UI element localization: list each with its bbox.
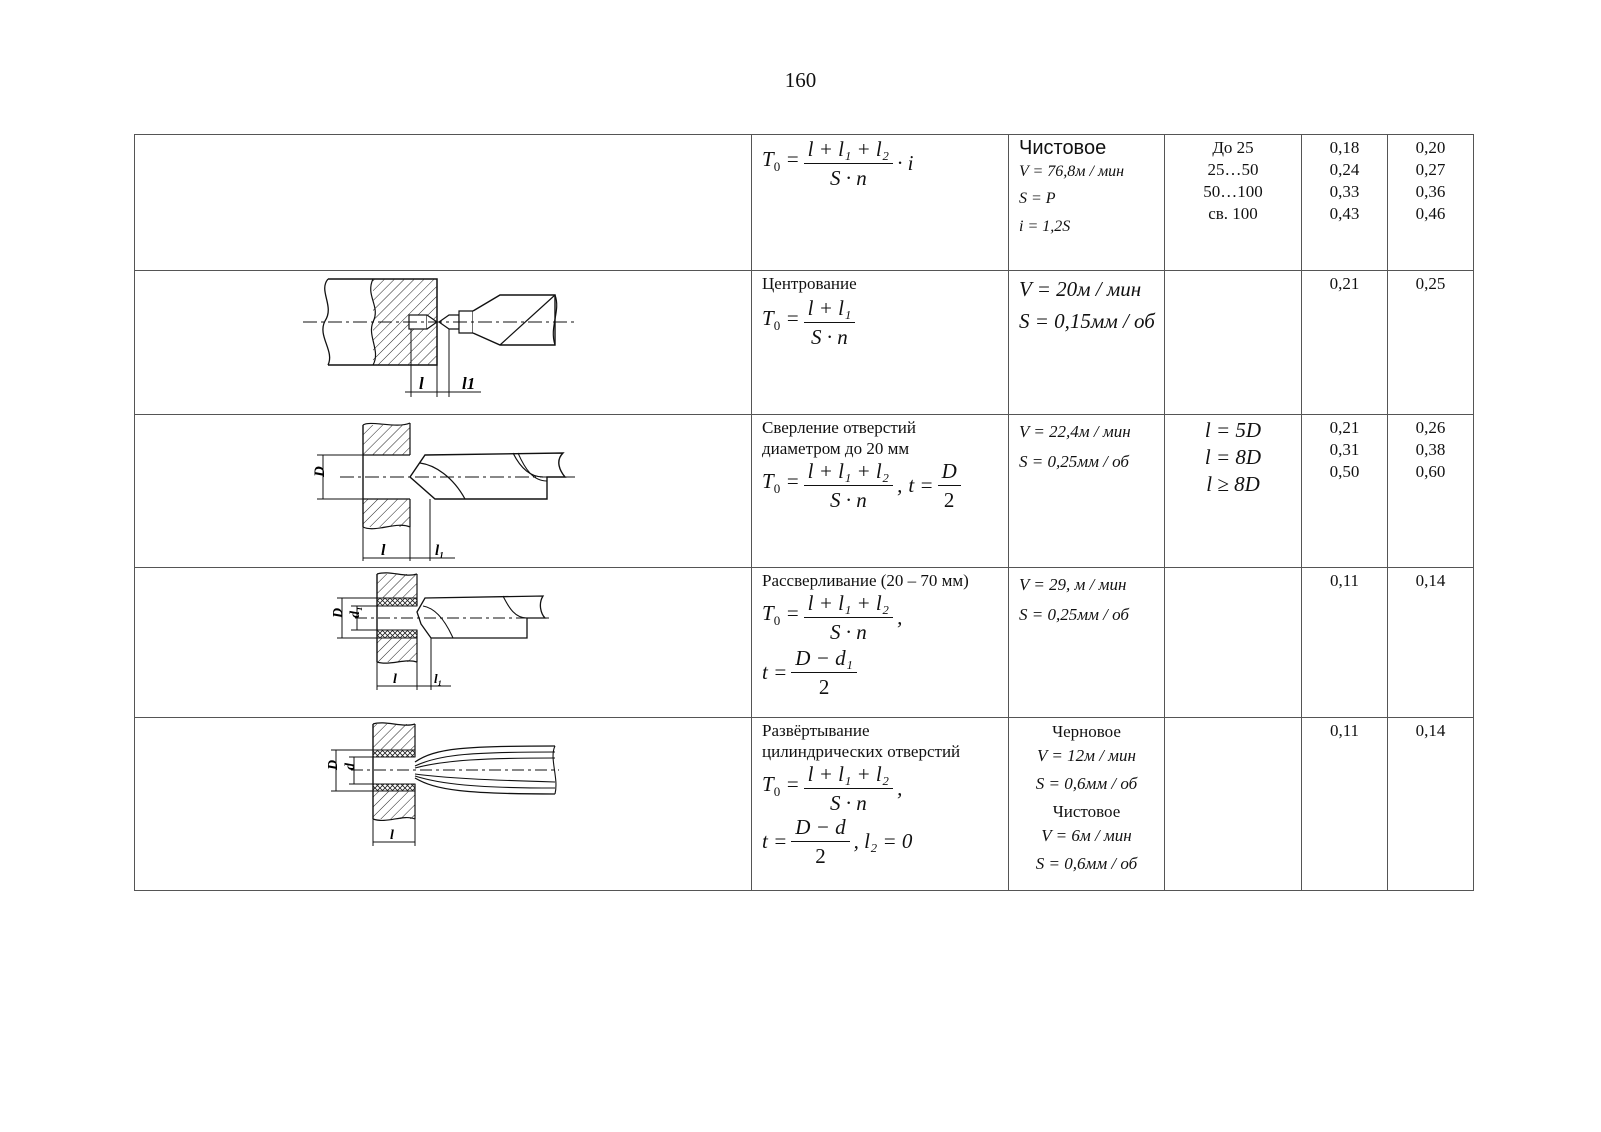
range-value: До 25 bbox=[1212, 138, 1254, 157]
range-value: 50…100 bbox=[1203, 182, 1263, 201]
range-value: 25…50 bbox=[1207, 160, 1259, 179]
operation-title-line: диаметром до 20 мм bbox=[762, 439, 910, 458]
range-cell bbox=[1165, 568, 1302, 718]
dim-label-d1: d₁ bbox=[348, 606, 363, 618]
coef-value: 0,31 bbox=[1329, 440, 1360, 459]
range-cell bbox=[1165, 135, 1302, 271]
coef-value: 0,38 bbox=[1415, 440, 1446, 459]
coef-value: 0,60 bbox=[1415, 462, 1446, 481]
range-value: l = 5D bbox=[1204, 418, 1262, 442]
operation-title: Центрование bbox=[762, 274, 857, 293]
coef2-cell bbox=[1388, 718, 1474, 891]
range-value: l ≥ 8D bbox=[1206, 472, 1260, 496]
dim-label-d: d bbox=[343, 763, 358, 770]
coef-value: 0,21 bbox=[1329, 418, 1360, 437]
range-value: l = 8D bbox=[1204, 445, 1262, 469]
coef-value: 0,21 bbox=[1329, 274, 1360, 293]
coef-value: 0,46 bbox=[1415, 204, 1446, 223]
table-row bbox=[135, 271, 1474, 415]
coef1-cell bbox=[1302, 271, 1388, 415]
time-formula: $T_0$ = $\frac{\text{l + l₁ + l₂}}{S \cdot n}$ , bbox=[762, 591, 903, 644]
operation-title: Рассверливание (20 – 70 мм) bbox=[762, 571, 969, 590]
speed-value: V = 6м / мин bbox=[1041, 826, 1132, 845]
feed-value: S = 0,6мм / об bbox=[1035, 854, 1138, 873]
dim-label-l: l bbox=[390, 828, 394, 843]
feed-value: S = 0,25мм / об bbox=[1019, 605, 1129, 624]
coef-value: 0,14 bbox=[1415, 721, 1446, 740]
counter-drilling-sketch bbox=[135, 568, 752, 717]
dim-label-D: D bbox=[312, 466, 328, 477]
speed-value: V = 12м / мин bbox=[1037, 746, 1136, 765]
table-row bbox=[135, 568, 1474, 718]
reaming-sketch bbox=[135, 718, 752, 890]
sketch-cell bbox=[135, 271, 752, 415]
mode-title: Черновое bbox=[1052, 722, 1121, 741]
table-row bbox=[135, 135, 1474, 271]
coef1-cell bbox=[1302, 718, 1388, 891]
depth-formula: t = $\frac{\text{D − d₁}}{2}$ bbox=[762, 646, 969, 699]
range-cell bbox=[1165, 271, 1302, 415]
coef-value: 0,25 bbox=[1415, 274, 1446, 293]
coef1-cell bbox=[1302, 415, 1388, 568]
coef-value: 0,36 bbox=[1415, 182, 1446, 201]
coef-value: 0,33 bbox=[1329, 182, 1360, 201]
speed-value: V = 22,4м / мин bbox=[1019, 422, 1131, 441]
modes-cell bbox=[1009, 718, 1165, 891]
feed-value: S = P bbox=[1019, 190, 1056, 207]
time-formula: $T_0$ = $\frac{\text{l + l₁ + l₂}}{S \cdot n}$ , t = $\frac{D}{2}$ bbox=[762, 459, 965, 512]
feed-value: S = 0,15мм / об bbox=[1019, 309, 1155, 333]
dim-label-l: l bbox=[419, 374, 424, 393]
modes-cell bbox=[1009, 568, 1165, 718]
time-formula: $T_0$ = $\frac{\text{l + l₁}}{S \cdot n}$ bbox=[762, 296, 859, 349]
table-row bbox=[135, 415, 1474, 568]
feed-value: S = 0,25мм / об bbox=[1019, 452, 1129, 471]
dim-label-l1: l₁ bbox=[434, 671, 443, 686]
coef-value: 0,20 bbox=[1415, 138, 1446, 157]
coef-value: 0,50 bbox=[1329, 462, 1360, 481]
depth-formula: t = $\frac{D - d}{2}$ , l₂ = 0 bbox=[762, 815, 913, 868]
dim-label-l1: l₁ bbox=[435, 543, 445, 559]
coef2-cell bbox=[1388, 135, 1474, 271]
i-value: i = 1,2S bbox=[1019, 218, 1071, 235]
formula-cell bbox=[752, 415, 1009, 568]
dim-label-l1: l1 bbox=[462, 374, 476, 393]
sketch-cell bbox=[135, 415, 752, 568]
speed-value: V = 20м / мин bbox=[1019, 277, 1142, 301]
range-value: св. 100 bbox=[1208, 204, 1258, 223]
range-cell bbox=[1165, 718, 1302, 891]
formula-cell bbox=[752, 271, 1009, 415]
coef-value: 0,14 bbox=[1415, 571, 1446, 590]
time-formula: $T_0$ = $\frac{\text{l + l₁ + l₂}}{S \cdot n}$ , bbox=[762, 762, 903, 815]
coef-value: 0,11 bbox=[1329, 721, 1360, 740]
modes-cell bbox=[1009, 135, 1165, 271]
formula-cell bbox=[752, 568, 1009, 718]
drilling-sketch bbox=[135, 415, 752, 567]
sketch-cell bbox=[135, 718, 752, 891]
coef1-cell bbox=[1302, 135, 1388, 271]
coef-value: 0,11 bbox=[1329, 571, 1360, 590]
coef-value: 0,27 bbox=[1415, 160, 1446, 179]
sketch-cell-empty bbox=[135, 135, 752, 271]
modes-cell bbox=[1009, 271, 1165, 415]
coef-value: 0,26 bbox=[1415, 418, 1446, 437]
formula-cell bbox=[752, 718, 1009, 891]
machining-table bbox=[134, 134, 1474, 891]
coef-value: 0,43 bbox=[1329, 204, 1360, 223]
dim-label-l: l bbox=[381, 542, 386, 559]
coef1-cell bbox=[1302, 568, 1388, 718]
dim-label-D: D bbox=[326, 759, 341, 770]
operation-title-line: цилиндрических отверстий bbox=[762, 742, 961, 761]
dim-label-l: l bbox=[393, 672, 397, 687]
operation-title-line: Сверление отверстий bbox=[762, 418, 916, 437]
modes-cell bbox=[1009, 415, 1165, 568]
coef-value: 0,18 bbox=[1329, 138, 1360, 157]
sketch-cell bbox=[135, 568, 752, 718]
table-row bbox=[135, 718, 1474, 891]
centering-sketch bbox=[135, 271, 752, 414]
coef2-cell bbox=[1388, 271, 1474, 415]
mode-title: Чистовое bbox=[1052, 802, 1121, 821]
page-number: 160 bbox=[784, 68, 817, 92]
dim-label-D: D bbox=[331, 607, 346, 618]
mode-title: Чистовое bbox=[1019, 137, 1107, 159]
feed-value: S = 0,6мм / об bbox=[1035, 774, 1138, 793]
operation-title-line: Развёртывание bbox=[762, 721, 870, 740]
time-formula: $T_0$ = $\frac{\text{l + l₁ + l₂}}{S \cdot n}$ · i bbox=[762, 137, 914, 190]
formula-cell bbox=[752, 135, 1009, 271]
coef2-cell bbox=[1388, 568, 1474, 718]
speed-value: V = 76,8м / мин bbox=[1019, 163, 1125, 180]
speed-value: V = 29, м / мин bbox=[1019, 575, 1127, 594]
coef-value: 0,24 bbox=[1329, 160, 1360, 179]
range-cell bbox=[1165, 415, 1302, 568]
coef2-cell bbox=[1388, 415, 1474, 568]
